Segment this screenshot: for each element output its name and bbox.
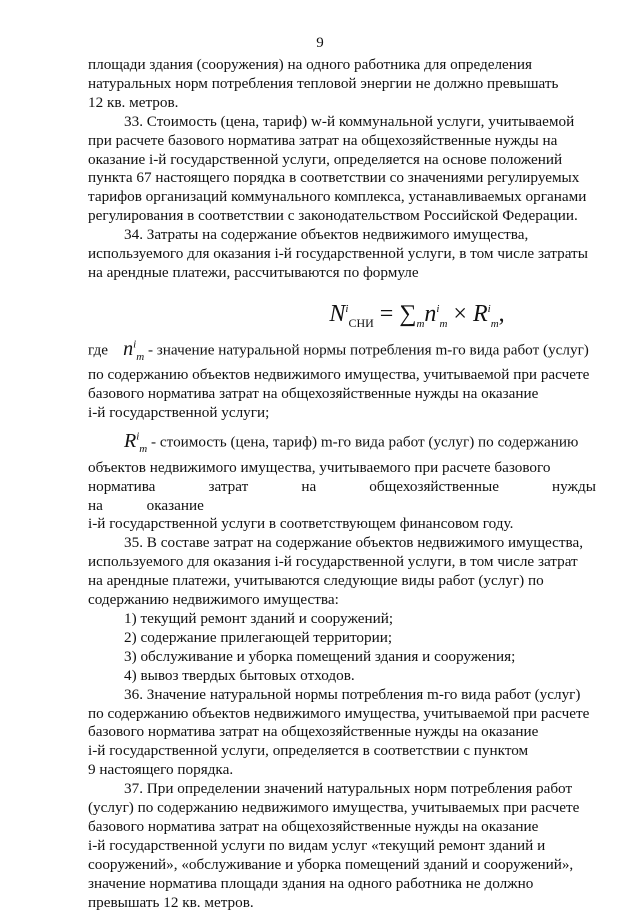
text-line: используемого для оказания i-й государственной услуги, в том числе затрат [88, 553, 578, 571]
page-number: 9 [316, 35, 324, 51]
formula-lhs: N [329, 300, 346, 327]
text-line: натуральных норм потребления тепловой энергии не должно превышать [88, 74, 559, 92]
definition-prefix: где [88, 341, 108, 359]
text-line: 35. В составе затрат на содержание объектов недвижимого имущества, [124, 534, 584, 552]
formula-r-sup: i [487, 302, 491, 315]
paragraph-35 [88, 534, 596, 610]
list-item: 1) текущий ремонт зданий и сооружений; [124, 609, 394, 627]
text-line: объектов недвижимого имущества, учитываемого при расчете базового [88, 458, 551, 476]
formula-comma: , [498, 300, 505, 327]
formula-times: × [453, 300, 467, 327]
text-line: норматива затрат на общехозяйственные нужды на оказание [88, 477, 596, 514]
formula-n-sup: i [436, 302, 440, 315]
text-line: площади здания (сооружения) на одного работника для определения [88, 56, 533, 73]
text-line: тарифов организаций коммунального комплекса, устанавливаемых органами [88, 188, 587, 206]
text-line: содержанию недвижимого имущества: [88, 591, 339, 609]
text-line: оказание i-й государственной услуги, определяется на основе положений [88, 150, 563, 168]
formula-sum-sub: m [416, 317, 425, 330]
text-line: при расчете базового норматива затрат на общехозяйственные нужды на [88, 131, 558, 149]
paragraph-36 [88, 686, 596, 781]
list-item: 2) содержание прилегающей территории; [124, 628, 393, 646]
text-line: по содержанию объектов недвижимого имущества, учитываемой при расчете [88, 704, 590, 722]
text-line: на арендные платежи, учитываются следующие виды работ (услуг) по [88, 572, 544, 590]
definition-r-text: - стоимость (цена, тариф) m-го вида работ (услуг) по содержанию [151, 433, 579, 451]
symbol-n: $n^i_m$ [123, 337, 145, 363]
text-line: базового норматива затрат на общехозяйственные нужды на оказание [88, 385, 539, 403]
list-item: 3) обслуживание и уборка помещений здания и сооружения; [124, 647, 516, 665]
document-body [88, 56, 596, 912]
text-line: (услуг) по содержанию недвижимого имущества, учитываемых при расчете [88, 799, 580, 817]
text-line: значение норматива площади здания на одного работника не должно [88, 874, 534, 892]
text-line: сооружений», «обслуживание и уборка помещений зданий и сооружений», [88, 855, 574, 873]
text-line: используемого для оказания i-й государственной услуги, в том числе затраты [88, 245, 588, 263]
symbol-r: $R^i_m$ [124, 429, 148, 455]
formula [88, 283, 596, 335]
formula-sum: ∑ [399, 300, 417, 327]
paragraph-33 [88, 113, 596, 226]
text-line: i-й государственной услуги, определяется в соответствии с пунктом [88, 742, 529, 760]
text-line: базового норматива затрат на общехозяйственные нужды на оказание [88, 723, 539, 741]
text-line: 36. Значение натуральной нормы потребления m-го вида работ (услуг) [124, 685, 581, 703]
paragraph-34 [88, 226, 596, 283]
text-line: по содержанию объектов недвижимого имущества, учитываемой при расчете [88, 366, 590, 384]
paragraph-37 [88, 780, 596, 912]
text-line: 12 кв. метров. [88, 93, 179, 111]
text-line [88, 427, 596, 459]
definition-r [88, 427, 596, 534]
text-line: базового норматива затрат на общехозяйственные нужды на оказание [88, 817, 539, 835]
text-line: i-й государственной услуги по видам услуг «текущий ремонт зданий и [88, 836, 546, 854]
works-list [88, 610, 596, 686]
text-line: 37. При определении значений натуральных норм потребления работ [124, 780, 573, 798]
text-line: i-й государственной услуги в соответствующем финансовом году. [88, 515, 514, 533]
definition-n [88, 335, 596, 423]
formula-lhs-sup: i [345, 302, 349, 315]
formula-r: R [472, 300, 488, 327]
formula-equals: = [379, 300, 394, 327]
formula-n: n [424, 300, 437, 327]
text-line [88, 335, 596, 367]
text-line: 33. Стоимость (цена, тариф) w-й коммунальной услуги, учитываемой [124, 112, 575, 130]
definition-n-text: - значение натуральной нормы потребления m-го вида работ (услуг) [147, 341, 589, 359]
text-line: превышать 12 кв. метров. [88, 893, 254, 911]
list-item: 4) вывоз твердых бытовых отходов. [124, 666, 355, 684]
text-line: на арендные платежи, рассчитываются по формуле [88, 263, 419, 281]
text-line: 9 настоящего порядка. [88, 761, 234, 779]
text-line: пункта 67 настоящего порядка в соответствии со значениями регулируемых [88, 169, 580, 187]
formula-lhs-sub: СНИ [348, 315, 374, 330]
formula-n-sub: m [439, 317, 448, 330]
formula-r-sub: m [490, 317, 499, 330]
text-line: регулирования в соответствии с законодательством Российской Федерации. [88, 207, 578, 225]
text-line: 34. Затраты на содержание объектов недвижимого имущества, [124, 226, 529, 244]
text-line: i-й государственной услуги; [88, 404, 270, 422]
